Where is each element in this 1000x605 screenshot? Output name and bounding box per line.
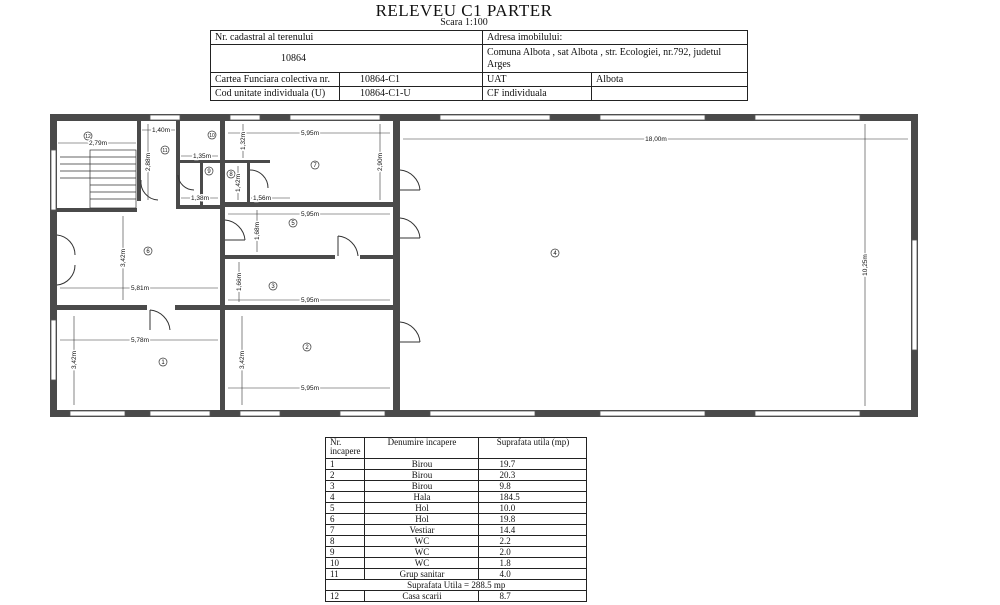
dim-room4-width: 18,00m [645,136,667,143]
cf-collective-value: 10864-C1 [340,73,483,87]
row-area: 2.2 [479,536,587,547]
room-4-number: 4 [553,251,557,257]
row-nr: 7 [326,525,365,536]
uat-value: Albota [592,73,748,87]
dim-room2-height: 3,42m [239,350,246,370]
dim-room4-height: 10,25m [862,254,869,276]
table-row [326,525,587,536]
dim-room8-width: 1,56m [252,195,272,202]
total-area: Suprafata Utila = 288.5 mp [326,580,587,591]
dim-room6-height: 3,42m [120,248,127,268]
room-1-number: 1 [161,360,165,366]
row-nr: 8 [326,536,365,547]
table-row [326,514,587,525]
drawing-title: RELEVEU C1 PARTER [375,1,553,20]
row-name: Casa scarii [365,591,479,602]
drawing-scale: Scara 1:100 [440,17,488,28]
room-12-number: 12 [85,134,91,140]
table-row [326,569,587,580]
row-nr: 9 [326,547,365,558]
cf-individual-label: CF individuala [483,87,592,101]
cf-collective-label: Cartea Funciara colectiva nr. [211,73,340,87]
dim-extra-width: 1,35m [192,153,212,160]
row-nr: 12 [326,591,365,602]
table-row [326,547,587,558]
table-row [326,470,587,481]
room-5-number: 5 [291,221,295,227]
row-area: 2.0 [479,547,587,558]
row-name: Grup sanitar [365,569,479,580]
header-area: Suprafata utila (mp) [479,438,587,459]
room-2-number: 2 [305,345,309,351]
row-name: WC [365,547,479,558]
header-name: Denumire incapere [365,438,479,459]
unit-code-value: 10864-C1-U [340,87,483,101]
dim-room3-height: 1,66m [236,272,243,292]
row-area: 9.8 [479,481,587,492]
dim-room10-height: 1,32m [240,131,247,151]
row-name: Birou [365,470,479,481]
dim-room9-width: 1,38m [190,195,210,202]
exterior-walls [50,114,918,417]
table-row [326,503,587,514]
dim-room6-width: 5,81m [130,285,150,292]
dim-room8-height: 1,42m [235,173,242,193]
room-7-number: 7 [313,163,317,169]
address-value: Comuna Albota , sat Albota , str. Ecologiei, nr.792, judetul Arges [483,45,748,73]
room-9-number: 9 [207,169,211,175]
row-name: Hol [365,503,479,514]
room-6-number: 6 [146,249,150,255]
row-area: 10.0 [479,503,587,514]
row-area: 20.3 [479,470,587,481]
row-name: Birou [365,459,479,470]
row-area: 19.7 [479,459,587,470]
row-nr: 4 [326,492,365,503]
uat-label: UAT [483,73,592,87]
row-area: 19.8 [479,514,587,525]
row-name: Hala [365,492,479,503]
dim-room12-width: 2,79m [88,140,108,147]
row-nr: 10 [326,558,365,569]
room-10-number: 10 [209,133,215,139]
row-area: 4.0 [479,569,587,580]
header-nr: Nr. incapere [326,438,365,459]
room-3-number: 3 [271,284,275,290]
dim-room7-height: 2,90m [377,152,384,172]
row-name: Hol [365,514,479,525]
room-markers [84,131,559,366]
dim-room5-width: 5,95m [300,211,320,218]
row-area: 8.7 [479,591,587,602]
dim-room1-width: 5,78m [130,337,150,344]
table-row [326,481,587,492]
table-row [326,591,587,602]
row-nr: 5 [326,503,365,514]
row-nr: 6 [326,514,365,525]
dim-room7-width: 5,95m [300,130,320,137]
dim-room11-width: 1,40m [151,127,171,134]
table-row [326,492,587,503]
row-name: WC [365,536,479,547]
unit-code-label: Cod unitate individuala (U) [211,87,340,101]
row-nr: 11 [326,569,365,580]
table-row [326,536,587,547]
interior-walls [57,121,400,410]
room-11-number: 11 [162,148,168,154]
cadastral-value: 10864 [211,45,483,73]
dim-room3-width: 5,95m [300,297,320,304]
dim-room2-width: 5,95m [300,385,320,392]
dim-room1-height: 3,42m [71,350,78,370]
dimension-lines [58,124,908,406]
row-area: 1.8 [479,558,587,569]
room-8-number: 8 [229,172,233,178]
row-area: 14.4 [479,525,587,536]
row-name: Vestiar [365,525,479,536]
table-row [326,459,587,470]
row-name: WC [365,558,479,569]
stairs [60,150,136,208]
row-nr: 1 [326,459,365,470]
row-name: Birou [365,481,479,492]
address-label: Adresa imobilului: [483,31,748,45]
row-nr: 3 [326,481,365,492]
dim-room5-height: 1,68m [254,221,261,241]
row-nr: 2 [326,470,365,481]
dim-room11-height: 2,88m [145,152,152,172]
table-row [326,558,587,569]
rooms-table [325,437,587,602]
cadastral-label: Nr. cadastral al terenului [211,31,483,45]
row-area: 184.5 [479,492,587,503]
